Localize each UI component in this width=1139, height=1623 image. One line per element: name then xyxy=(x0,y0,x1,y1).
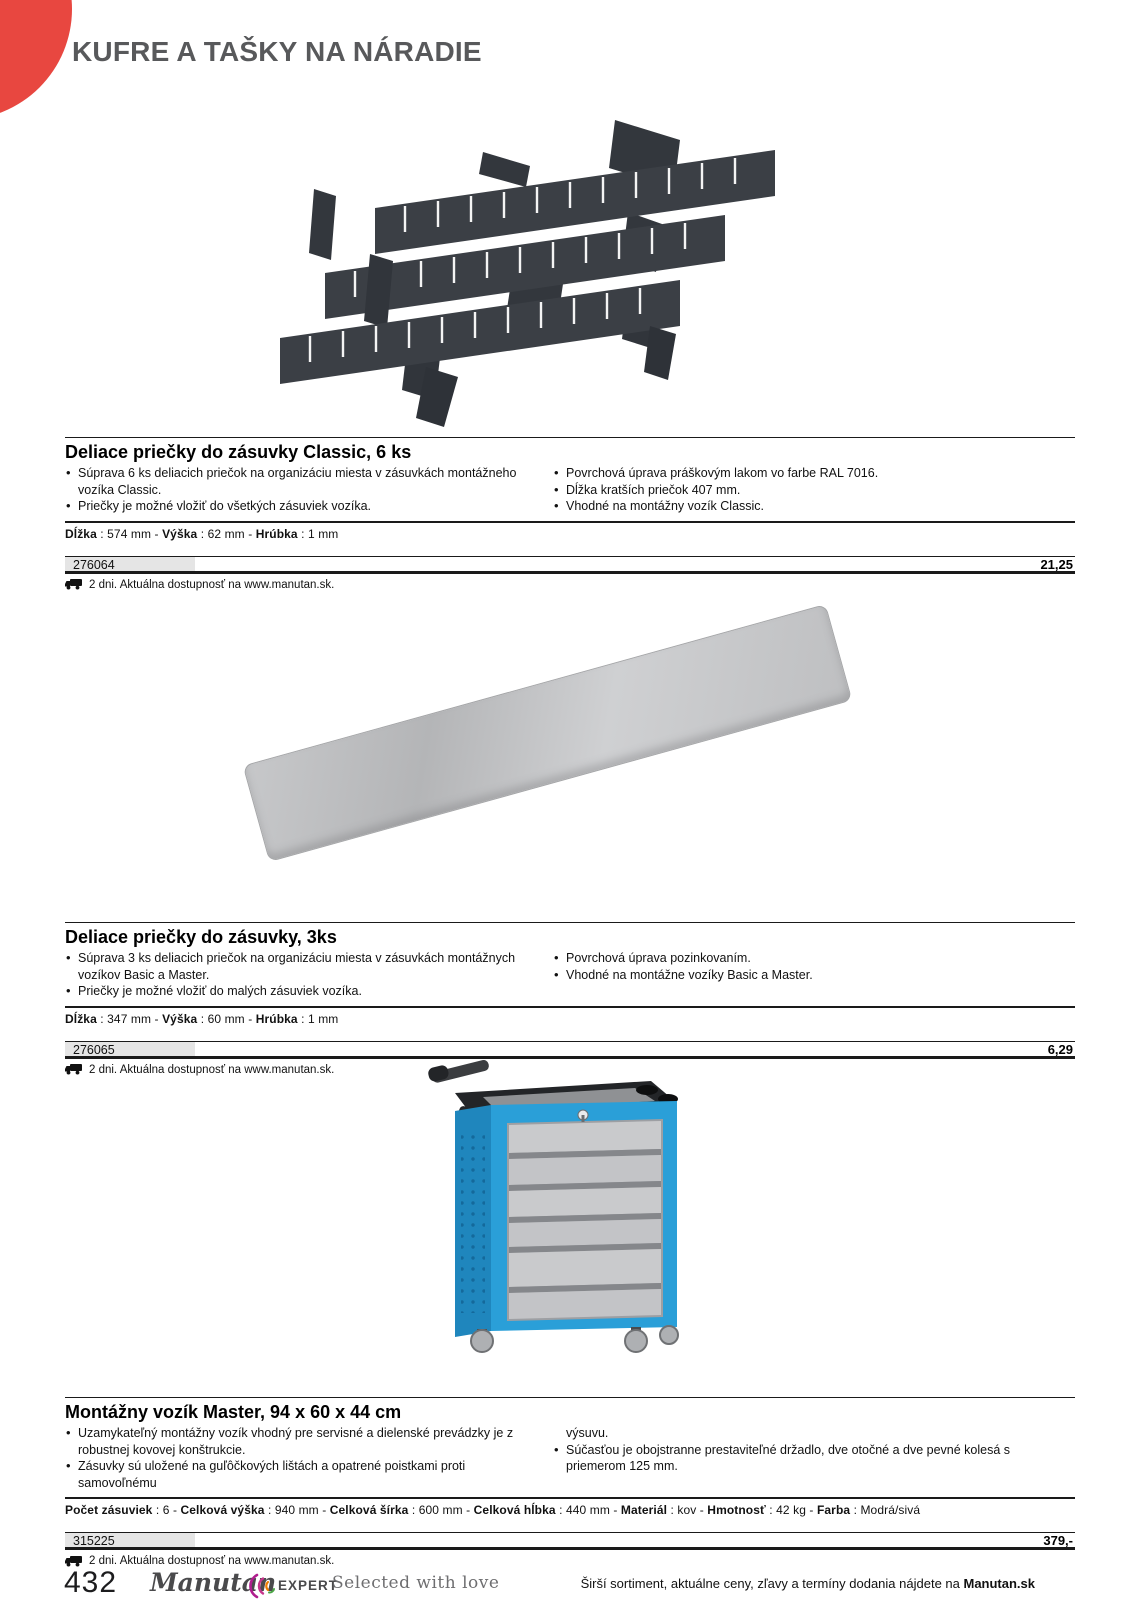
price-row xyxy=(65,1532,1075,1550)
drawer-dividers-image xyxy=(230,92,790,427)
truck-icon xyxy=(65,1064,82,1075)
feature-item: • Priečky je možné vložiť do všetkých zásuviek vozíka. xyxy=(65,498,535,515)
spec-line: Dĺžka : 347 mm - Výška : 60 mm - Hrúbka : 1 mm xyxy=(65,1011,339,1026)
product-section xyxy=(65,1397,1075,1567)
page-footer xyxy=(0,1560,1139,1620)
partition-sheet xyxy=(243,604,853,862)
availability-text: 2 dni. Aktuálna dostupnosť na www.manutan.sk. xyxy=(89,1555,335,1567)
product-price: 6,29 xyxy=(1047,1041,1073,1057)
feature-item: • Súčasťou je obojstranne prestaviteľné držadlo, dve otočné a dve pevné kolesá s priemerom 125 mm. xyxy=(553,1442,1058,1475)
spec-line: Dĺžka : 574 mm - Výška : 62 mm - Hrúbka : 1 mm xyxy=(65,526,339,541)
feature-item: • Súprava 3 ks deliacich priečok na organizáciu miesta v zásuvkách montážnych vozíkov Basic a Master. xyxy=(65,950,535,983)
corner-accent-circle xyxy=(0,0,72,120)
feature-item: • Vhodné na montážne vozíky Basic a Master. xyxy=(553,967,1058,984)
feature-item: • Dĺžka kratších priečok 407 mm. xyxy=(553,482,1058,499)
footer-note-text: Širší sortiment, aktuálne ceny, zľavy a termíny dodania nájdete na xyxy=(580,1576,964,1591)
product-code: 276065 xyxy=(65,1042,195,1056)
galvanized-partition-image xyxy=(245,585,855,885)
manutan-logo: Manutan xyxy=(150,1568,277,1597)
manutan-sound-icon xyxy=(248,1572,276,1605)
product-price: 379,- xyxy=(1043,1533,1073,1548)
feature-list-left xyxy=(65,950,535,1000)
feature-item: • Uzamykateľný montážny vozík vhodný pre servisné a dielenské prevádzky je z robustnej kovovej konštrukcie. xyxy=(65,1425,535,1458)
product-section xyxy=(65,437,1075,591)
feature-list-left xyxy=(65,465,535,515)
feature-list-left xyxy=(65,1425,535,1491)
feature-item: • Vhodné na montážny vozík Classic. xyxy=(553,498,1058,515)
footer-note-site: Manutan.sk xyxy=(963,1576,1035,1591)
feature-item: • Súprava 6 ks deliacich priečok na organizáciu miesta v zásuvkách montážneho vozíka Classic. xyxy=(65,465,535,498)
spec-line: Počet zásuviek : 6 - Celková výška : 940 mm - Celková šírka : 600 mm - Celková hĺbka : 440 mm - Materiál : kov - Hmotnosť : 42 kg - Farba : Modrá/sivá xyxy=(65,1503,921,1517)
brand-suffix: EXPERT xyxy=(278,1578,339,1593)
availability-text: 2 dni. Aktuálna dostupnosť na www.manutan.sk. xyxy=(89,1063,335,1076)
product-code: 276064 xyxy=(65,557,195,571)
feature-item: • Povrchová úprava práškovým lakom vo farbe RAL 7016. xyxy=(553,465,1058,482)
product-code: 315225 xyxy=(65,1533,195,1547)
page-number: 432 xyxy=(64,1566,118,1599)
feature-item: • Priečky je možné vložiť do malých zásuviek vozíka. xyxy=(65,983,535,1000)
feature-list-right xyxy=(553,1425,1058,1491)
truck-icon xyxy=(65,579,82,590)
feature-item: • Zásuvky sú uložené na guľôčkových lištách a opatrené poistkami proti samovoľnému xyxy=(65,1458,535,1491)
availability-text: 2 dni. Aktuálna dostupnosť na www.manutan.sk. xyxy=(89,578,335,591)
feature-item: • Povrchová úprava pozinkovaním. xyxy=(553,950,1058,967)
product-title: Montážny vozík Master, 94 x 60 x 44 cm xyxy=(65,1402,402,1422)
price-row xyxy=(65,556,1075,574)
product-title: Deliace priečky do zásuvky, 3ks xyxy=(65,927,337,947)
feature-list-right xyxy=(553,465,1058,515)
workshop-trolley-image xyxy=(425,1045,695,1353)
footer-note xyxy=(581,1576,1035,1591)
page-title: KUFRE A TAŠKY NA NÁRADIE xyxy=(72,36,482,67)
product-title: Deliace priečky do zásuvky Classic, 6 ks xyxy=(65,442,412,462)
feature-item-continuation: výsuvu. xyxy=(566,1426,609,1440)
product-price: 21,25 xyxy=(1040,556,1073,572)
feature-list-right xyxy=(553,950,1058,1000)
brand-tagline: Selected with love xyxy=(332,1573,500,1593)
